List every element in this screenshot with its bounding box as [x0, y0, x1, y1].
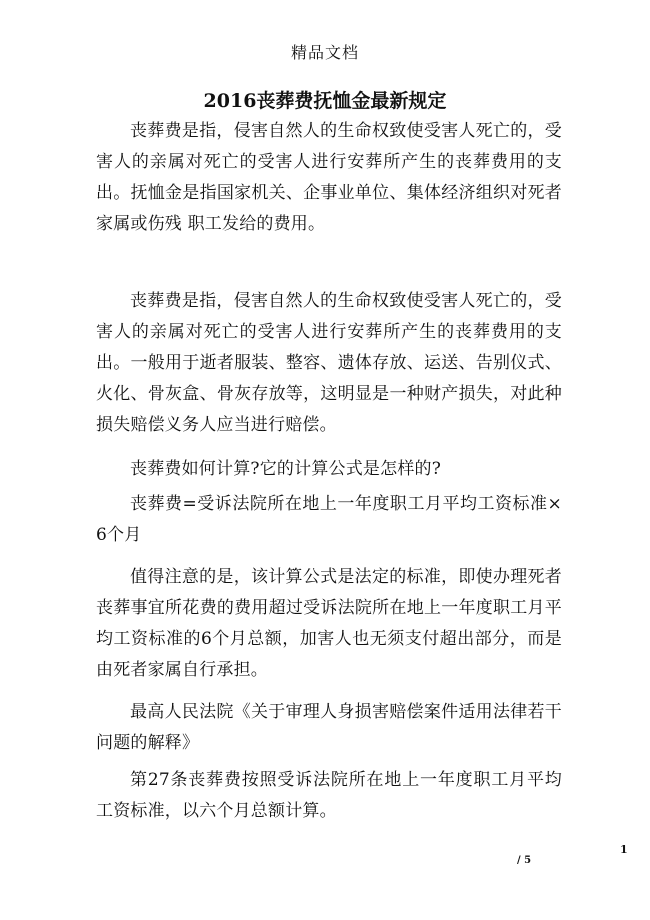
- paragraph-4: 丧葬费=受诉法院所在地上一年度职工月平均工资标准×6个月: [96, 494, 562, 545]
- paragraph-6: 最高人民法院《关于审理人身损害赔偿案件适用法律若干问题的解释》: [96, 702, 562, 753]
- paragraph-7: 第27条丧葬费按照受诉法院所在地上一年度职工月平均工资标准，以六个月总额计算。: [96, 770, 562, 821]
- paragraph-1: 丧葬费是指，侵害自然人的生命权致使受害人死亡的，受害人的亲属对死亡的受害人进行安葬所产生的丧葬费用的支出。抚恤金是指国家机关、企事业单位、集体经济组织对死者家属或伤残 职工发给的费用。: [96, 121, 562, 234]
- document-title: 2016丧葬费抚恤金最新规定: [203, 90, 447, 112]
- paragraph-3: 丧葬费如何计算?它的计算公式是怎样的?: [130, 459, 442, 479]
- page-indicator: / 5: [517, 855, 532, 866]
- document-header: 精品文档: [290, 43, 359, 62]
- corner-page-number: 1: [620, 843, 628, 856]
- paragraph-5: 值得注意的是，该计算公式是法定的标准，即使办理死者丧葬事宜所花费的费用超过受诉法院所在地上一年度职工月平均工资标准的6个月总额，加害人也无须支付超出部分，而是由死者家属自行承担。: [96, 567, 562, 680]
- paragraph-2: 丧葬费是指，侵害自然人的生命权致使受害人死亡的，受害人的亲属对死亡的受害人进行安葬所产生的丧葬费用的支出。一般用于逝者服装、整容、遗体存放、运送、告别仪式、火化、骨灰盒、骨灰存放等，这明显是一种财产损失，对此种损失赔偿义务人应当进行赔偿。: [96, 291, 562, 435]
